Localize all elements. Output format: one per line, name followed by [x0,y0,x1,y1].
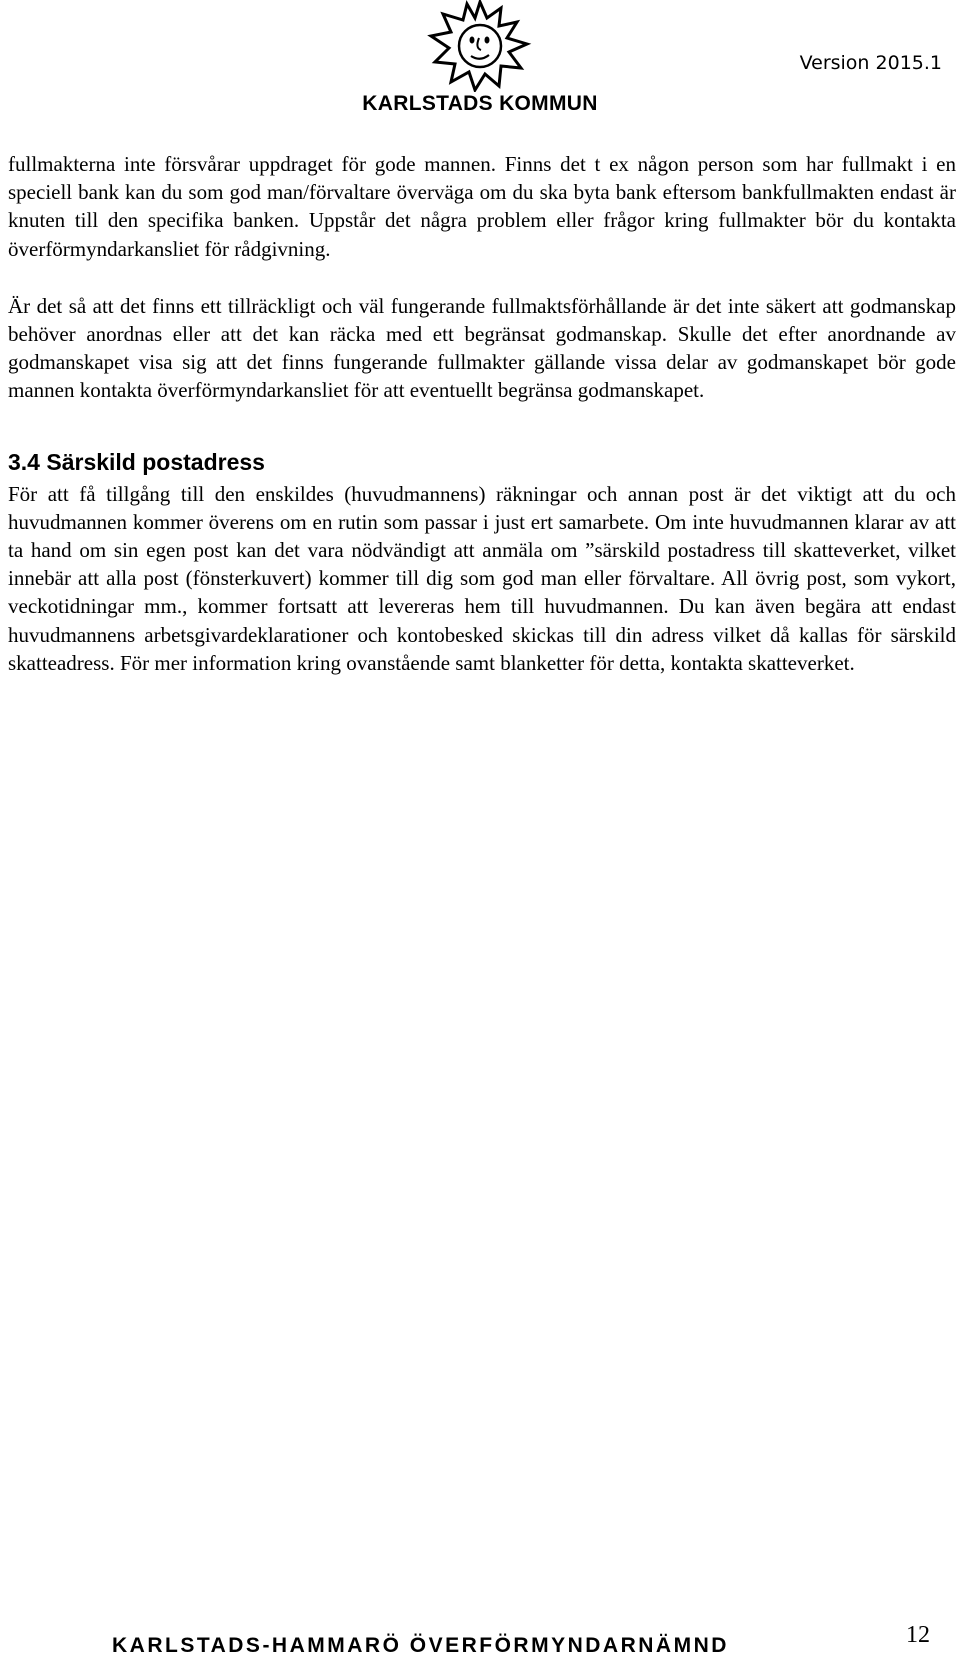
paragraph-fullmaktsforhallande: Är det så att det finns ett tillräckligt och väl fungerande fullmaktsförhållande är det inte säkert att godmanskap behöver anordnas eller att det kan räcka med ett begränsat godmanskap. Skulle det efter anordnande av godmanskapet visa sig att det finns fungerande fullmakter gällande vissa delar av godmanskapet bör gode mannen kontakta överförmyndarkansliet för att eventuellt begränsa godmanskapet. [8,293,956,403]
footer-title: KARLSTADS-HAMMARÖ ÖVERFÖRMYNDARNÄMND [112,1634,729,1657]
page-number: 12 [906,1622,930,1648]
paragraph-fullmakter: fullmakterna inte försvårar uppdraget för gode mannen. Finns det t ex någon person som har fullmakt i en speciell bank kan du som god man/förvaltare överväga om du ska byta bank eftersom bankfullmakten endast är knuten till den specifika banken. Uppstår det några problem eller frågor kring fullmakter bör du kontakta överförmyndarkansliet för rådgivning. [8,152,956,261]
section-heading: 3.4 Särskild postadress [8,448,265,475]
page-footer [0,1620,960,1662]
paragraph-sarskild-postadress: För att få tillgång till den enskildes (huvudmannens) räkningar och annan post är det viktigt att du och huvudmannen kommer överens om en rutin som passar i just ert samarbete. Om inte huvudmannen klarar av att ta hand om sin egen post kan det vara nödvändigt att anmäla om ”särskild postadress till skatteverket, vilket innebär att alla post (fönsterkuvert) kommer till dig som god man eller förvaltare. All övrig post, som vykort, veckotidningar mm., kommer fortsatt att levereras hem till huvudmannen. Du kan även begära att endast huvudmannens arbetsgivardeklarationer och kontobesked skickas till din adress vilket då kallas för särskild skatteadress. För mer information kring ovanstående samt blanketter för detta, kontakta skatteverket. [8,481,956,675]
sun-face-icon [427,0,533,92]
version-label: Version 2015.1 [799,52,942,74]
page-header [0,0,960,130]
logo-text: KARLSTADS KOMMUN [362,92,598,115]
document-body [8,150,956,677]
karlstads-kommun-logo [350,0,610,118]
